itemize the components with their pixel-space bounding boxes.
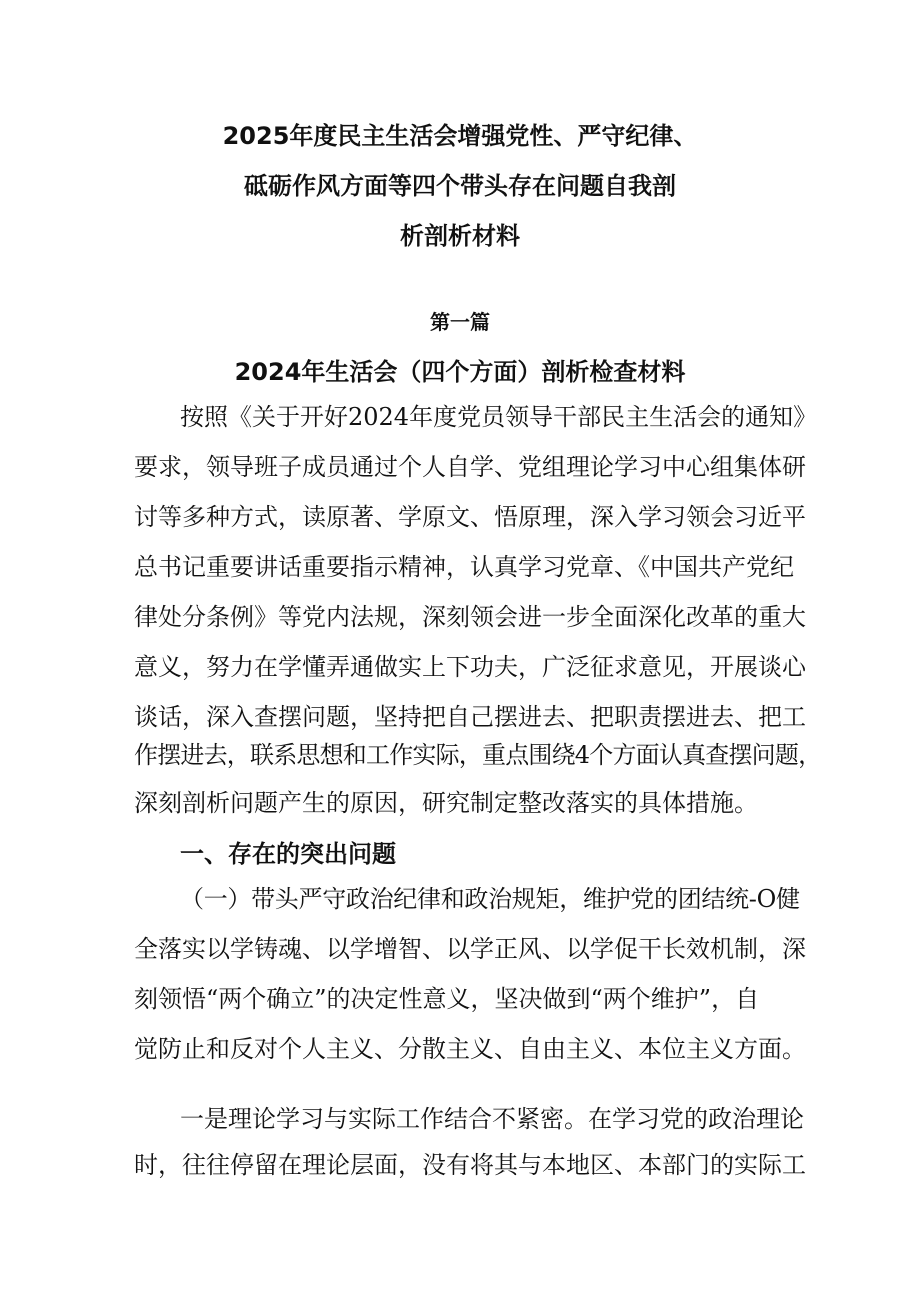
subsection-line: 刻领悟“两个确立”的决定性意义，坚决做到“两个维护”，自 (134, 985, 760, 1013)
intro-line: 要求，领导班子成员通过个人自学、党组理论学习中心组集体研 (134, 453, 806, 481)
document-title-line-1: 2025年度民主生活会增强党性、严守纪律、 (222, 122, 698, 150)
document-subtitle: 2024年生活会（四个方面）剖析检查材料 (234, 358, 686, 386)
subsection-line: （一）带头严守政治纪律和政治规矩，维护党的团结统-O健 (180, 885, 800, 913)
intro-line: 谈话，深入查摆问题，坚持把自己摆进去、把职责摆进去、把工 (134, 703, 806, 731)
point-line: 时，往往停留在理论层面，没有将其与本地区、本部门的实际工 (134, 1151, 806, 1179)
subsection-line: 全落实以学铸魂、以学增智、以学正风、以学促干长效机制，深 (134, 935, 806, 963)
document-title-line-2: 砥砺作风方面等四个带头存在问题自我剖 (244, 172, 676, 200)
chapter-label: 第一篇 (430, 310, 490, 334)
intro-line: 讨等多种方式，读原著、学原文、悟原理，深入学习领会习近平 (134, 503, 806, 531)
intro-line: 律处分条例》等党内法规，深刻领会进一步全面深化改革的重大 (134, 603, 806, 631)
intro-line: 意义，努力在学懂弄通做实上下功夫，广泛征求意见，开展谈心 (134, 653, 806, 681)
section-heading: 一、存在的突出问题 (180, 839, 396, 868)
intro-line: 作摆进去，联系思想和工作实际，重点围绕4个方面认真查摆问题， (134, 741, 822, 769)
subsection-line: 觉防止和反对个人主义、分散主义、自由主义、本位主义方面。 (134, 1035, 806, 1063)
intro-line: 深刻剖析问题产生的原因，研究制定整改落实的具体措施。 (134, 789, 758, 817)
document-title-line-3: 析剖析材料 (400, 222, 520, 250)
intro-line: 按照《关于开好2024年度党员领导干部民主生活会的通知》 (180, 403, 818, 431)
intro-line: 总书记重要讲话重要指示精神，认真学习党章、《中国共产党纪 (134, 553, 794, 581)
point-line: 一是理论学习与实际工作结合不紧密。在学习党的政治理论 (180, 1105, 804, 1133)
